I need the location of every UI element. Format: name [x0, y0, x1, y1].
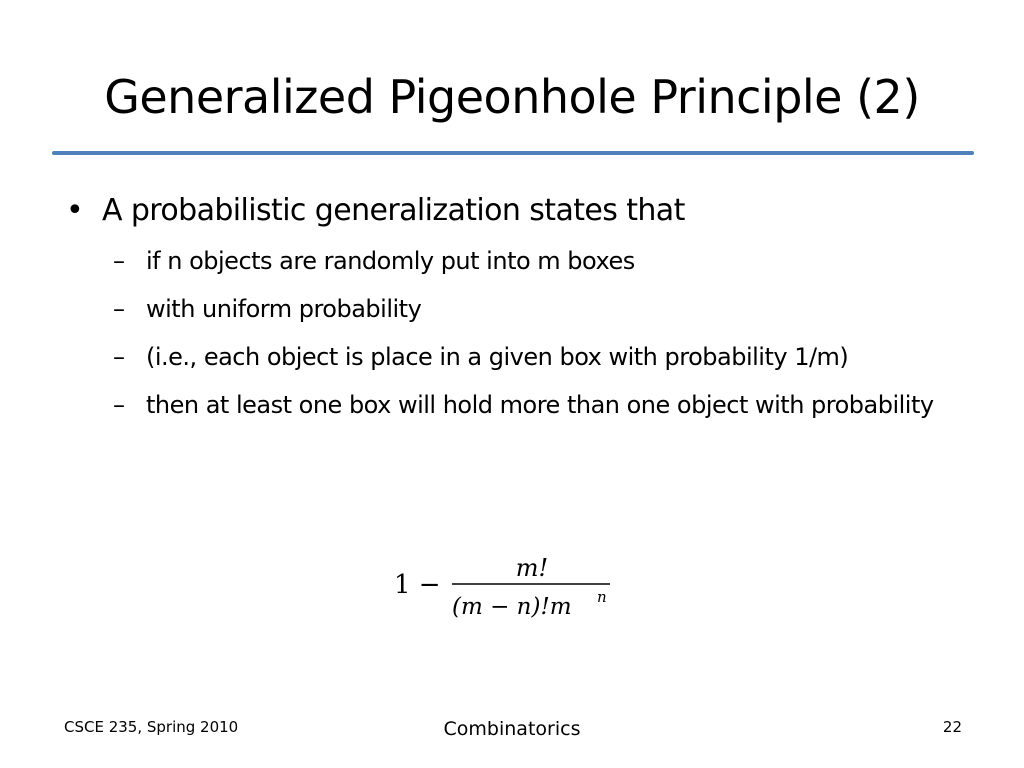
sub-bullet-marker: – [113, 391, 125, 419]
sub-bullet-item [113, 340, 953, 374]
footer-course: CSCE 235, Spring 2010 [64, 718, 239, 736]
sub-bullet-item [113, 388, 953, 422]
formula-lhs: 1 − [394, 570, 441, 600]
bullet-text: A probabilistic generalization states that [102, 193, 685, 228]
formula-numerator: m! [515, 554, 549, 582]
sub-bullet-text: then at least one box will hold more than one object with probability [146, 391, 934, 419]
sub-bullet-item [113, 292, 953, 326]
sub-bullet-text: if n objects are randomly put into m boxes [146, 247, 635, 275]
sub-bullet-marker: – [113, 295, 125, 323]
title-divider [52, 151, 974, 155]
formula-denominator: (m − n)!m [452, 594, 572, 620]
sub-bullet-item [113, 244, 953, 278]
formula-graphic [392, 548, 632, 628]
sub-bullet-marker: – [113, 247, 125, 275]
footer-topic: Combinatorics [443, 718, 581, 740]
sub-bullet-text: with uniform probability [146, 295, 422, 323]
sub-bullet-marker: – [113, 343, 125, 371]
slide-number: 22 [942, 718, 962, 736]
sub-bullet-list [113, 244, 953, 436]
slide-title: Generalized Pigeonhole Principle (2) [104, 70, 920, 124]
sub-bullet-text: (i.e., each object is place in a given box with probability 1/m) [146, 343, 849, 371]
bullet-marker: • [66, 193, 84, 228]
formula-exponent: n [597, 588, 607, 606]
probability-formula [392, 548, 632, 628]
